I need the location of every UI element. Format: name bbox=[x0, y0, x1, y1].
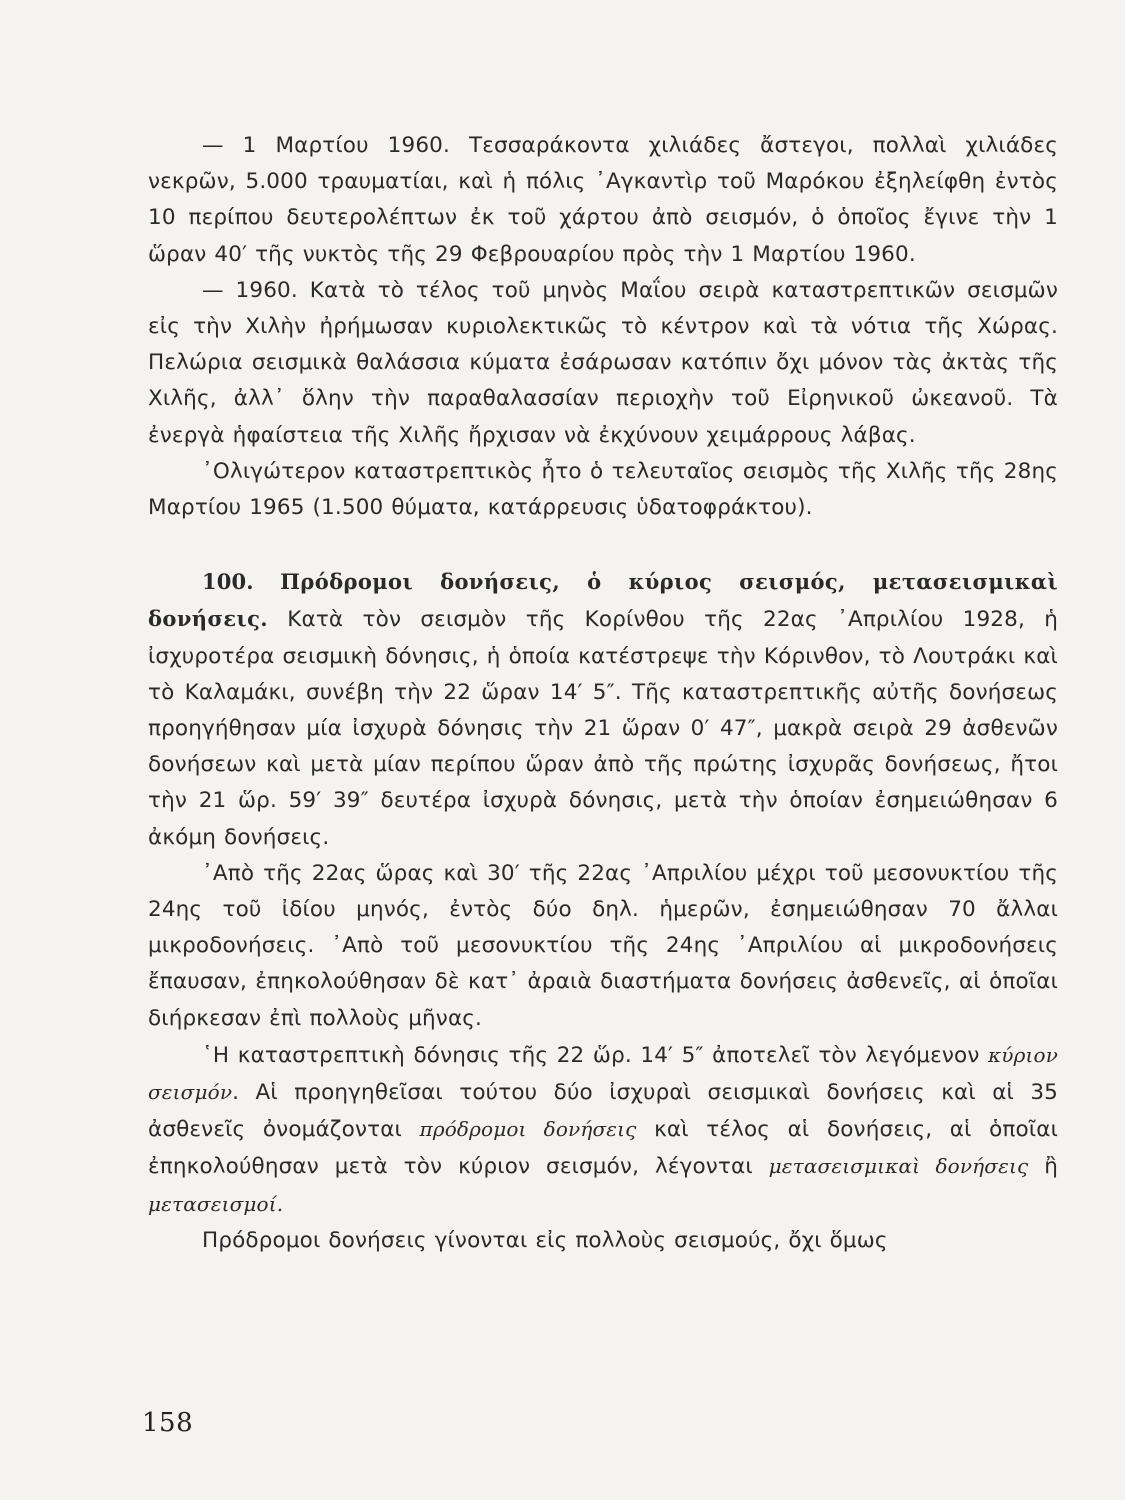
page-body bbox=[148, 128, 1058, 1259]
paragraph-agadir-1960: — 1 Μαρτίου 1960. Τεσσαράκοντα χιλιάδες ἄστεγοι, πολλαὶ χιλιάδες νεκρῶν, 5.000 τραυματίαι, καὶ ἡ πόλις ᾿Αγκαντὶρ τοῦ Μαρόκου ἐξηλείφθη ἐντὸς 10 περίπου δευτερολέπτων ἐκ τοῦ χάρτου ἀπὸ σεισμόν, ὁ ὁποῖος ἔγινε τὴν 1 ὥραν 40′ τῆς νυκτὸς τῆς 29 Φεβρουαρίου πρὸς τὴν 1 Μαρτίου 1960. bbox=[148, 133, 1058, 267]
italic-term-main-shock: κύριον σεισμόν bbox=[148, 1042, 1059, 1105]
section-gap bbox=[148, 526, 1058, 564]
text-run: καὶ τέλος αἱ δονήσεις, αἱ ὁποῖαι ἐπηκολούθησαν μετὰ τὸν κύριον σεισμόν, λέγονται bbox=[148, 1117, 1058, 1180]
section-100-body: Κατὰ τὸν σεισμὸν τῆς Κορίνθου τῆς 22ας ᾿Απριλίου 1928, ἡ ἰσχυροτέρα σεισμικὴ δόνησις, ἡ ὁποία κατέστρεψε τὴν Κόρινθον, τὸ Λουτράκι καὶ τὸ Καλαμάκι, συνέβη τὴν 22 ὥραν 14′ 5″. Τῆς καταστρεπτικῆς αὐτῆς δονήσεως προηγήθησαν μία ἰσχυρὰ δόνησις τὴν 21 ὥραν 0′ 47″, μακρὰ σειρὰ 29 ἀσθενῶν δονήσεων καὶ μετὰ μίαν περίπου ὥραν ἀπὸ τῆς πρώτης ἰσχυρᾶς δονήσεως, ἤτοι τὴν 21 ὥρ. 59′ 39″ δευτέρα ἰσχυρὰ δόνησις, μετὰ τὴν ὁποίαν ἐσημειώθησαν 6 ἀκόμη δονήσεις. bbox=[148, 607, 1059, 850]
section-number: 100. bbox=[202, 569, 254, 595]
paragraph-chile-1960: — 1960. Κατὰ τὸ τέλος τοῦ μηνὸς Μαΐου σειρὰ καταστρεπτικῶν σεισμῶν εἰς τὴν Χιλὴν ἠρήμωσαν κυριολεκτικῶς τὸ κέντρον καὶ τὰ νότια τῆς Χώρας. Πελώρια σεισμικὰ θαλάσσια κύματα ἐσάρωσαν κατόπιν ὄχι μόνον τὰς ἀκτὰς τῆς Χιλῆς, ἀλλ᾿ ὅλην τὴν παραθαλασσίαν περιοχὴν τοῦ Εἰρηνικοῦ ὠκεανοῦ. Τὰ ἐνεργὰ ἡφαίστεια τῆς Χιλῆς ἤρχισαν νὰ ἐκχύνουν χειμάρρους λάβας. bbox=[148, 277, 1058, 448]
section-100-paragraph bbox=[148, 564, 1058, 856]
paragraph-chile-1965: ᾿Ολιγώτερον καταστρεπτικὸς ἦτο ὁ τελευταῖος σεισμὸς τῆς Χιλῆς τῆς 28ης Μαρτίου 1965 (1.500 θύματα, κατάρρευσις ὑδατοφράκτου). bbox=[148, 458, 1058, 521]
italic-term-foreshocks: πρόδρομοι δονήσεις bbox=[419, 1117, 637, 1142]
section-heading: Πρόδρομοι δονήσεις, ὁ κύριος σεισμός, μετασεισμικαὶ δονήσεις. bbox=[148, 569, 1058, 632]
page-number: 158 bbox=[142, 1408, 194, 1438]
paragraph-microtremors: ᾿Απὸ τῆς 22ας ὥρας καὶ 30′ τῆς 22ας ᾿Απριλίου μέχρι τοῦ μεσονυκτίου τῆς 24ης τοῦ ἰδίου μηνός, ἐντὸς δύο δηλ. ἡμερῶν, ἐσημειώθησαν 70 ἄλλαι μικροδονήσεις. ᾿Απὸ τοῦ μεσονυκτίου τῆς 24ης ᾿Απριλίου αἱ μικροδονήσεις ἔπαυσαν, ἐπηκολούθησαν δὲ κατ᾿ ἀραιὰ διαστήματα δονήσεις ἀσθενεῖς, αἱ ὁποῖαι διήρκεσαν ἐπὶ πολλοὺς μῆνας. bbox=[148, 860, 1058, 1031]
paragraph-main-shock-definition bbox=[148, 1037, 1058, 1223]
italic-term-aftershocks: μετασεισμοί. bbox=[148, 1191, 284, 1216]
text-run: ἢ bbox=[1044, 1154, 1058, 1180]
italic-term-aftershock-tremors: μετασεισμικαὶ δονήσεις bbox=[768, 1154, 1029, 1179]
paragraph-foreshocks-continued: Πρόδρομοι δονήσεις γίνονται εἰς πολλοὺς σεισμούς, ὄχι ὅμως bbox=[202, 1227, 888, 1253]
text-run: ῾Η καταστρεπτικὴ δόνησις τῆς 22 ὥρ. 14′ 5″ ἀποτελεῖ τὸν λεγόμενον bbox=[202, 1042, 980, 1068]
text-run: . Αἱ προηγηθεῖσαι τούτου δύο ἰσχυραὶ σεισμικαὶ δονήσεις καὶ αἱ 35 ἀσθενεῖς ὀνομάζονται bbox=[148, 1080, 1058, 1143]
